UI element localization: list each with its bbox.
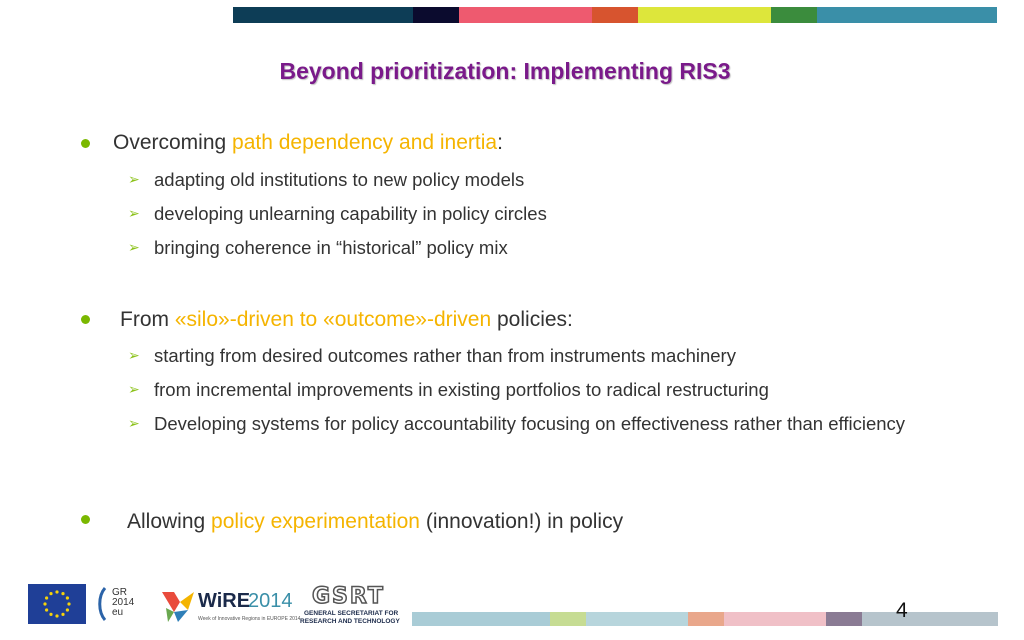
bullet-3-suffix: (innovation!) in policy [420,510,624,533]
wire-name-text: WiRE [198,590,251,612]
bullet-3 [127,510,623,534]
arrow-bullet-icon: ➢ [128,415,140,431]
eu-stars-icon [28,584,86,624]
bottom-bar-segment [550,612,586,626]
bullet-3-prefix: Allowing [127,510,212,533]
bullet-2-prefix: From [120,308,175,331]
top-bar-segment [817,7,997,23]
bullet-dot [81,139,90,148]
bullet-dot [81,515,90,524]
bottom-color-bar [412,612,998,626]
arrow-bullet-icon: ➢ [128,381,140,397]
bullet-1-highlight: path dependency and inertia [232,131,498,154]
top-bar-segment [233,7,413,23]
bullet-2-highlight: «silo»-driven to «outcome»-driven [174,308,492,331]
gr-presidency-text: GR 2014 eu [112,587,135,618]
bullet-3-highlight: policy experimentation [211,510,420,533]
sub-bullet: from incremental improvements in existing portfolios to radical restructuring [154,379,769,400]
bullet-1-prefix: Overcoming [113,131,233,154]
arrow-bullet-icon: ➢ [128,347,140,363]
sub-bullet: developing unlearning capability in policy circles [154,203,547,224]
bottom-bar-segment [862,612,998,626]
page-number: 4 [896,599,908,622]
top-bar-segment [638,7,771,23]
arrow-bullet-icon: ➢ [128,239,140,255]
sub-bullet: bringing coherence in “historical” policy mix [154,237,508,258]
arrow-bullet-icon: ➢ [128,171,140,187]
wire-mark-icon [160,588,196,624]
top-color-bar [233,7,997,23]
gsrt-line1-text: GENERAL SECRETARIAT FOR [304,610,399,617]
wire-year-text: 2014 [248,590,293,612]
gsrt-name-text: GSRT [312,584,385,609]
bullet-dot [81,315,90,324]
presidency-mark-icon [96,586,110,622]
bullet-1-suffix: : [497,131,503,154]
top-bar-segment [413,7,459,23]
bottom-bar-segment [688,612,724,626]
sub-bullet: starting from desired outcomes rather than from instruments machinery [154,345,736,366]
arrow-bullet-icon: ➢ [128,205,140,221]
eu-flag-logo [28,584,86,624]
top-bar-segment [592,7,638,23]
bottom-bar-segment [412,612,550,626]
wire-tagline-text: Week of Innovative Regions in EUROPE 2014 [198,616,301,622]
gr-presidency-logo [96,584,152,628]
top-bar-segment [771,7,817,23]
gsrt-logo [300,584,404,628]
bullet-2-suffix: policies: [491,308,573,331]
top-bar-segment [459,7,592,23]
sub-bullet: Developing systems for policy accountability focusing on effectiveness rather than efficiency [154,413,906,434]
bottom-bar-segment [586,612,688,626]
wire-2014-logo [160,584,300,628]
bullet-1 [113,131,503,155]
bullet-2 [120,308,573,332]
gsrt-line2-text: RESEARCH AND TECHNOLOGY [300,618,400,625]
bottom-bar-segment [826,612,862,626]
sub-bullet: adapting old institutions to new policy models [154,169,525,190]
bottom-bar-segment [724,612,826,626]
slide-title: Beyond prioritization: Implementing RIS3 [279,58,731,84]
